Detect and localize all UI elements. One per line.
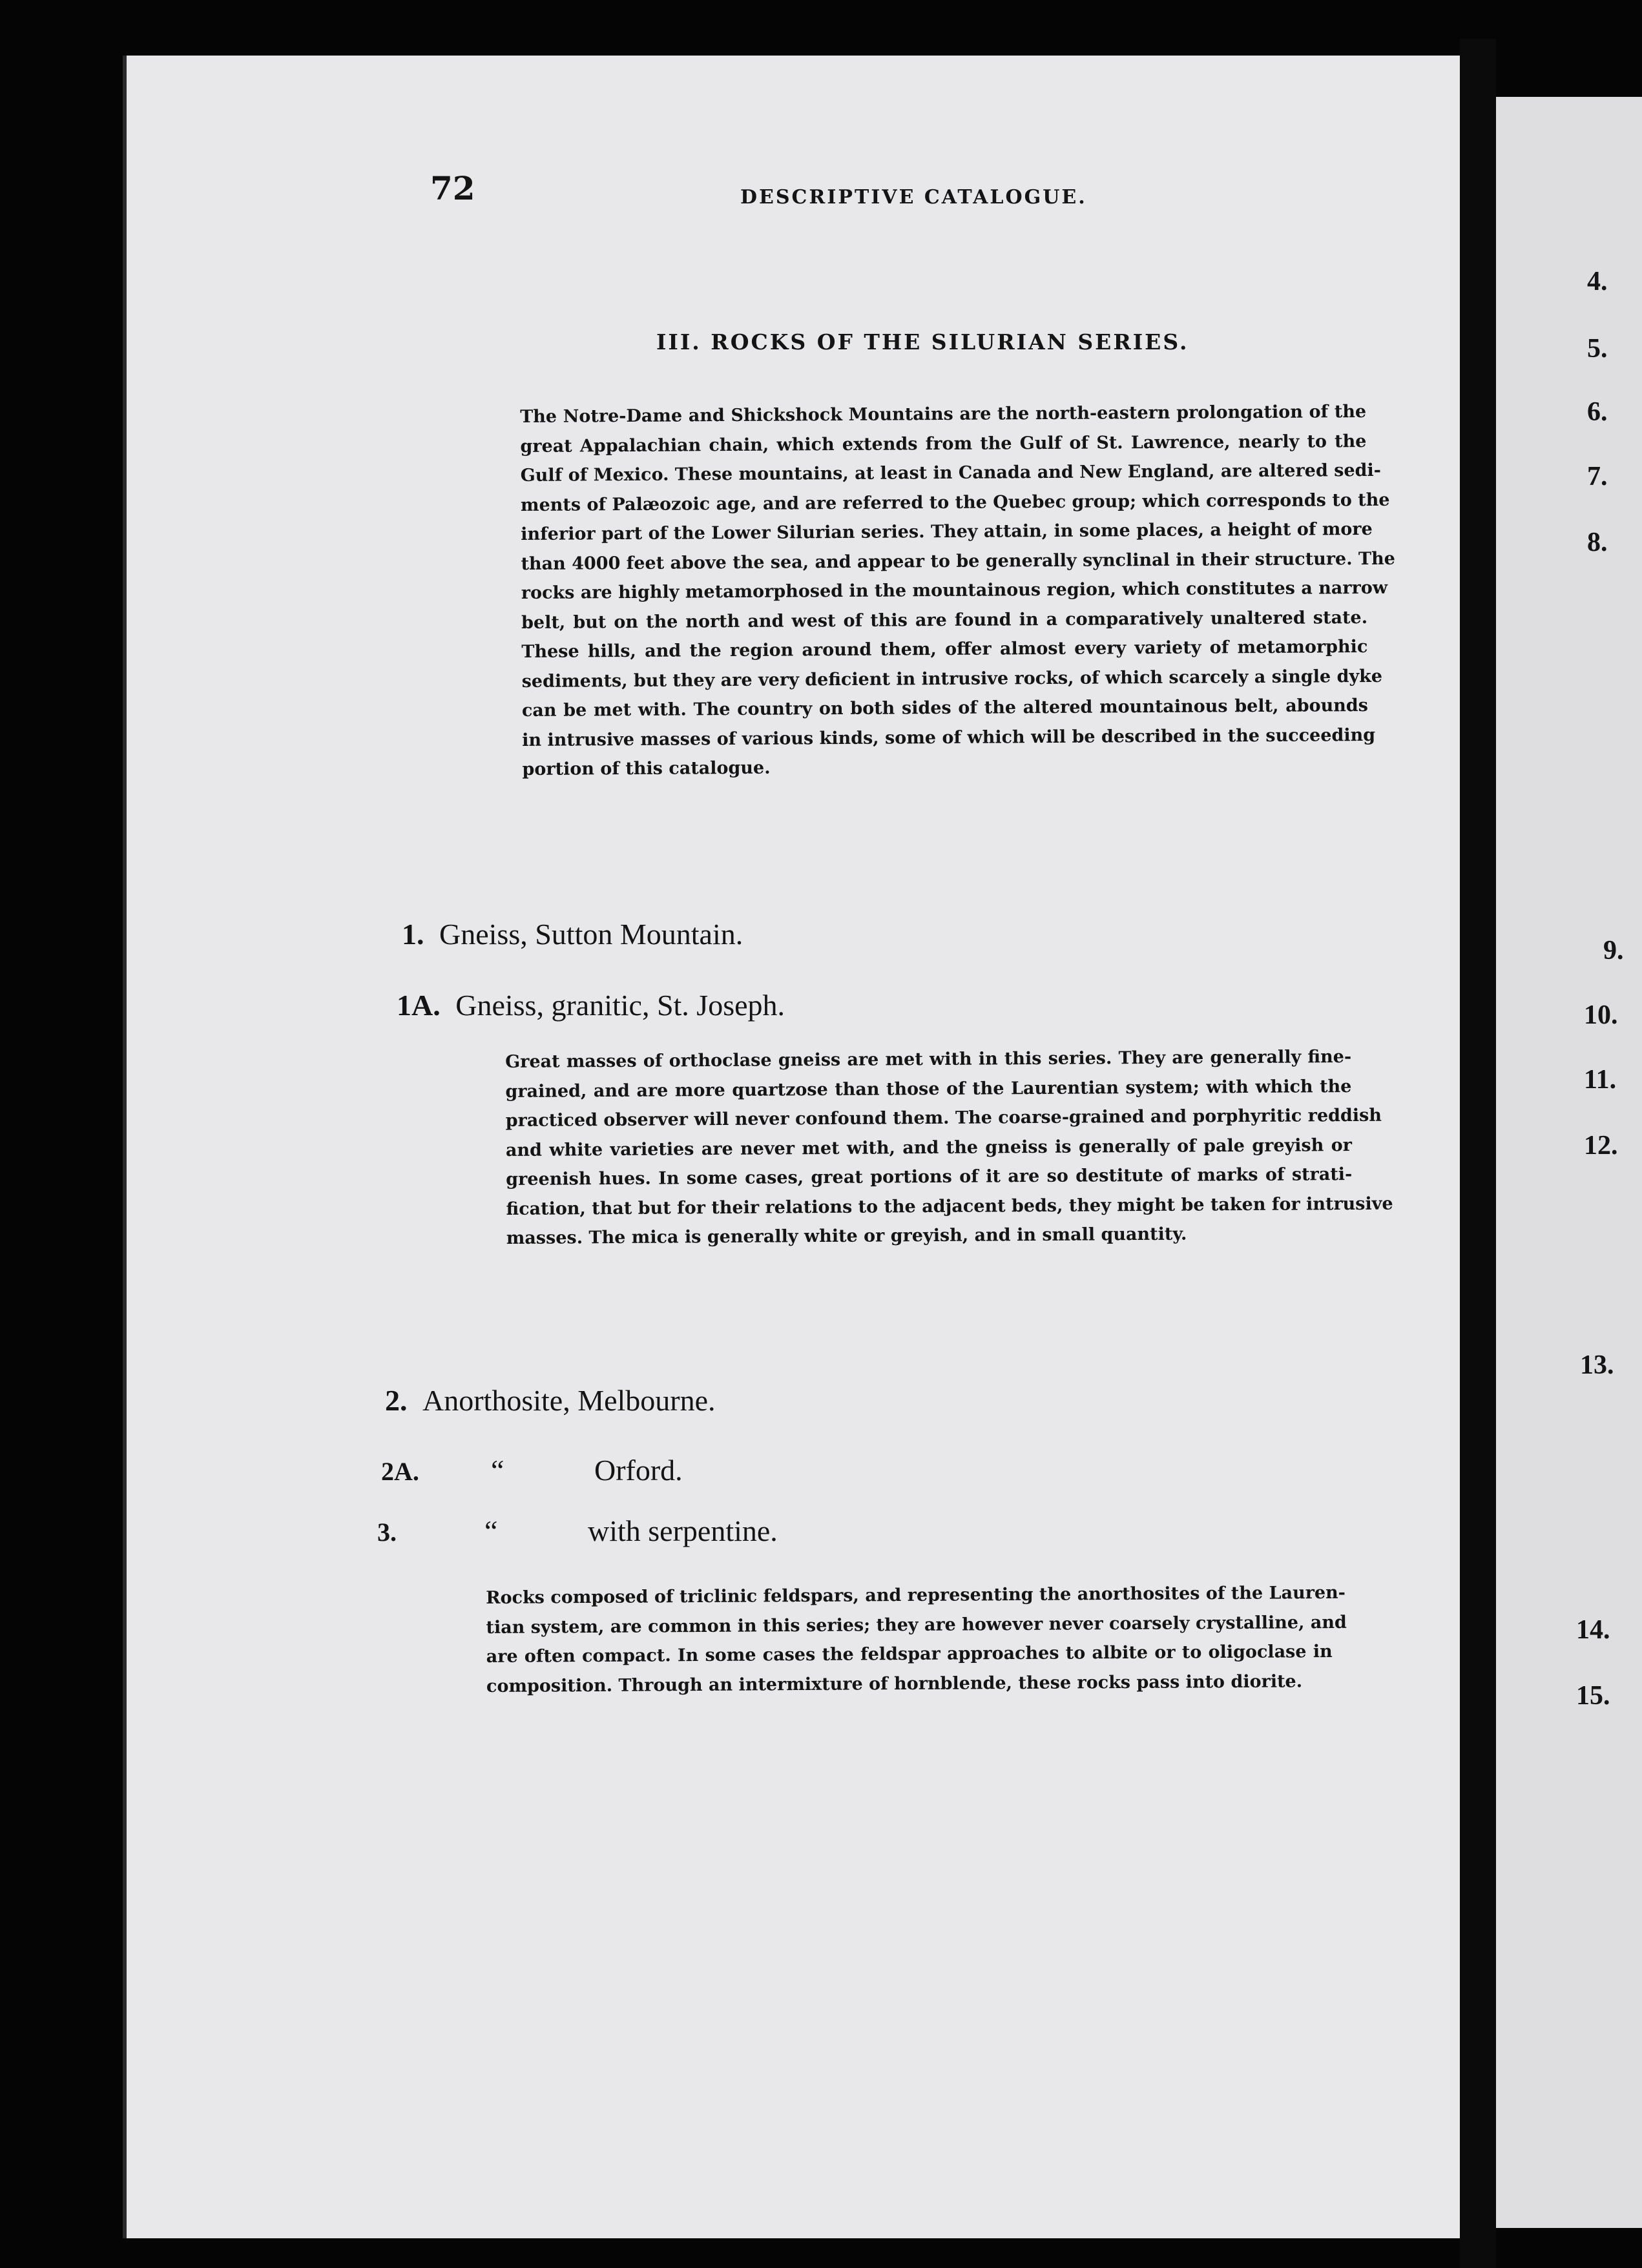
entry-title: Orford. [594, 1454, 683, 1487]
ditto-mark: “ [484, 1514, 498, 1547]
text-line: sediments, but they are very deficient in intrusive rocks, of which scarcely a single dyke [521, 666, 1383, 692]
text-line: Great masses of orthoclase gneiss are met with in this series. They are generally fine- [505, 1046, 1352, 1072]
entry-title: Gneiss, Sutton Mountain. [439, 918, 743, 951]
text-line: fication, that but for their relations to the adjacent beds, they might be taken for intrusive [506, 1193, 1393, 1219]
facing-page-number: 5. [1587, 334, 1608, 364]
facing-page-number: 14. [1576, 1615, 1610, 1645]
text-line: inferior part of the Lower Silurian series. They attain, in some places, a height of more [521, 519, 1373, 544]
facing-page-edge [1496, 97, 1642, 2228]
text-line: can be met with. The country on both sides of the altered mountainous belt, abounds [521, 695, 1368, 721]
text-line: are often compact. In some cases the feldspar approaches to albite or to oligoclase in [486, 1641, 1333, 1667]
facing-page-number: 15. [1576, 1681, 1610, 1711]
text-line: The Notre-Dame and Shickshock Mountains are the north-eastern prolongation of the [520, 401, 1367, 427]
text-line: grained, and are more quartzose than those of the Laurentian system; with which the [505, 1076, 1352, 1102]
text-line: in intrusive masses of various kinds, some of which will be described in the succeeding [522, 725, 1376, 750]
entry-title: Gneiss, granitic, St. Joseph. [455, 989, 785, 1022]
text-line: ments of Palæozoic age, and are referred to the Quebec group; which corresponds to the [520, 490, 1390, 515]
page-gutter [1460, 39, 1496, 2268]
text-line: rocks are highly metamorphosed in the mountainous region, which constitutes a narrow [521, 577, 1388, 603]
text-line: portion of this catalogue. [522, 758, 771, 779]
text-line: These hills, and the region around them, offer almost every variety of metamorphic [521, 636, 1368, 662]
entry-title: Anorthosite, Melbourne. [422, 1384, 716, 1417]
anorthosite-description [486, 1578, 1347, 1701]
entry-title: with serpentine. [588, 1514, 778, 1547]
facing-page-number: 13. [1580, 1350, 1614, 1380]
entry-number: 1A. [397, 989, 441, 1022]
catalogue-entry-2a [381, 1453, 769, 1492]
text-line: belt, but on the north and west of this are found in a comparatively unaltered state. [521, 607, 1368, 633]
facing-page-number: 4. [1587, 267, 1608, 296]
text-line: and white varieties are never met with, and the gneiss is generally of pale greyish or [505, 1135, 1353, 1160]
text-line: tian system, are common in this series; they are however never coarsely crystalline, and [486, 1612, 1347, 1638]
facing-page-number: 6. [1587, 397, 1608, 427]
entry-number: 2. [385, 1384, 408, 1417]
intro-paragraph [520, 397, 1395, 784]
text-line: great Appalachian chain, which extends from the Gulf of St. Lawrence, nearly to the [520, 431, 1367, 457]
page-number: 72 [430, 169, 475, 207]
entry-number: 1. [402, 918, 424, 951]
section-title: III. ROCKS OF THE SILURIAN SERIES. [656, 329, 1189, 355]
catalogue-entry-2 [385, 1383, 716, 1418]
gneiss-description [505, 1042, 1393, 1253]
text-line: than 4000 feet above the sea, and appear to be generally synclinal in their structure. The [521, 548, 1395, 574]
facing-page-number: 10. [1584, 1000, 1618, 1030]
text-line: greenish hues. In some cases, great portions of it are so destitute of marks of strati- [506, 1164, 1353, 1190]
facing-page-number: 8. [1587, 528, 1608, 557]
text-line: composition. Through an intermixture of hornblende, these rocks pass into diorite. [486, 1671, 1303, 1696]
ditto-mark: “ [491, 1454, 504, 1487]
catalogue-entry-1 [402, 917, 743, 951]
catalogue-entry-3 [377, 1514, 829, 1552]
text-line: Gulf of Mexico. These mountains, at least in Canada and New England, are altered sedi- [520, 460, 1382, 486]
running-head: DESCRIPTIVE CATALOGUE. [740, 186, 1087, 209]
entry-number: 2A. [381, 1457, 419, 1486]
text-line: practiced observer will never confound them. The coarse-grained and porphyritic reddish [505, 1105, 1382, 1131]
facing-page-number: 12. [1584, 1131, 1618, 1160]
text-line: Rocks composed of triclinic feldspars, and representing the anorthosites of the Lauren- [486, 1582, 1346, 1608]
catalogue-entry-1a [397, 988, 785, 1022]
facing-page-number: 9. [1603, 936, 1624, 965]
text-line: masses. The mica is generally white or greyish, and in small quantity. [506, 1224, 1187, 1248]
entry-number: 3. [377, 1518, 397, 1547]
facing-page-number: 7. [1587, 462, 1608, 491]
facing-page-number: 11. [1584, 1065, 1617, 1095]
